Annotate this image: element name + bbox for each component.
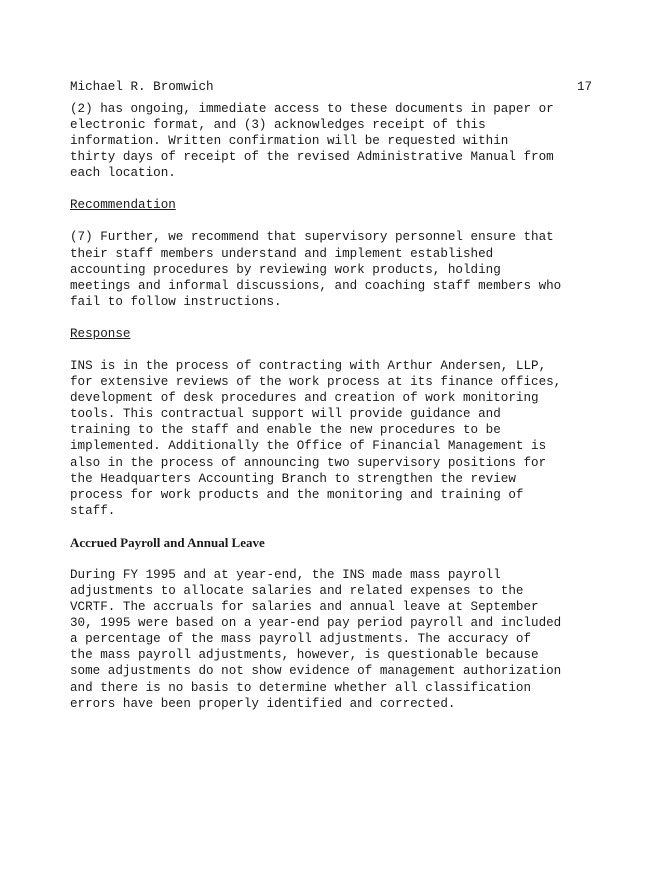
- header-author: Michael R. Bromwich: [70, 80, 214, 94]
- document-page: [70, 79, 600, 728]
- response-heading: Response: [70, 326, 131, 341]
- recommendation-heading: Recommendation: [70, 198, 176, 213]
- running-header: [70, 79, 600, 95]
- continued-paragraph: (2) has ongoing, immediate access to these documents in paper or electronic format, and (3) acknowledges receipt of this information. Written confirmation will be requested within thirty days of receipt of the revised Administrative Manual from each location.: [70, 102, 554, 181]
- page-number: 17: [577, 80, 593, 94]
- accrued-payroll-paragraph: During FY 1995 and at year-end, the INS made mass payroll adjustments to allocate salaries and related expenses to the VCRTF. The accruals for salaries and annual leave at September 30, 1995 were based on a year-end pay period payroll and included a percentage of the mass payroll adjustments. The accuracy of the mass payroll adjustments, however, is questionable because some adjustments do not show evidence of management authorization and there is no basis to determine whether all classification errors have been properly identified and corrected.: [70, 567, 562, 711]
- section-heading-accrued-payroll: Accrued Payroll and Annual Leave: [70, 534, 265, 550]
- recommendation-paragraph: (7) Further, we recommend that supervisory personnel ensure that their staff members understand and implement established accounting procedures by reviewing work products, holding meetings and informal discussions, and coaching staff members who fail to follow instructions.: [70, 230, 562, 309]
- response-paragraph: INS is in the process of contracting with Arthur Andersen, LLP, for extensive reviews of the work process at its finance offices, development of desk procedures and creation of work monitoring tools. This contractual support will provide guidance and training to the staff and enable the new procedures to be implemented. Additionally the Office of Financial Management is also in the process of announcing two supervisory positions for the Headquarters Accounting Branch to strengthen the review process for work products and the monitoring and training of staff.: [70, 358, 562, 518]
